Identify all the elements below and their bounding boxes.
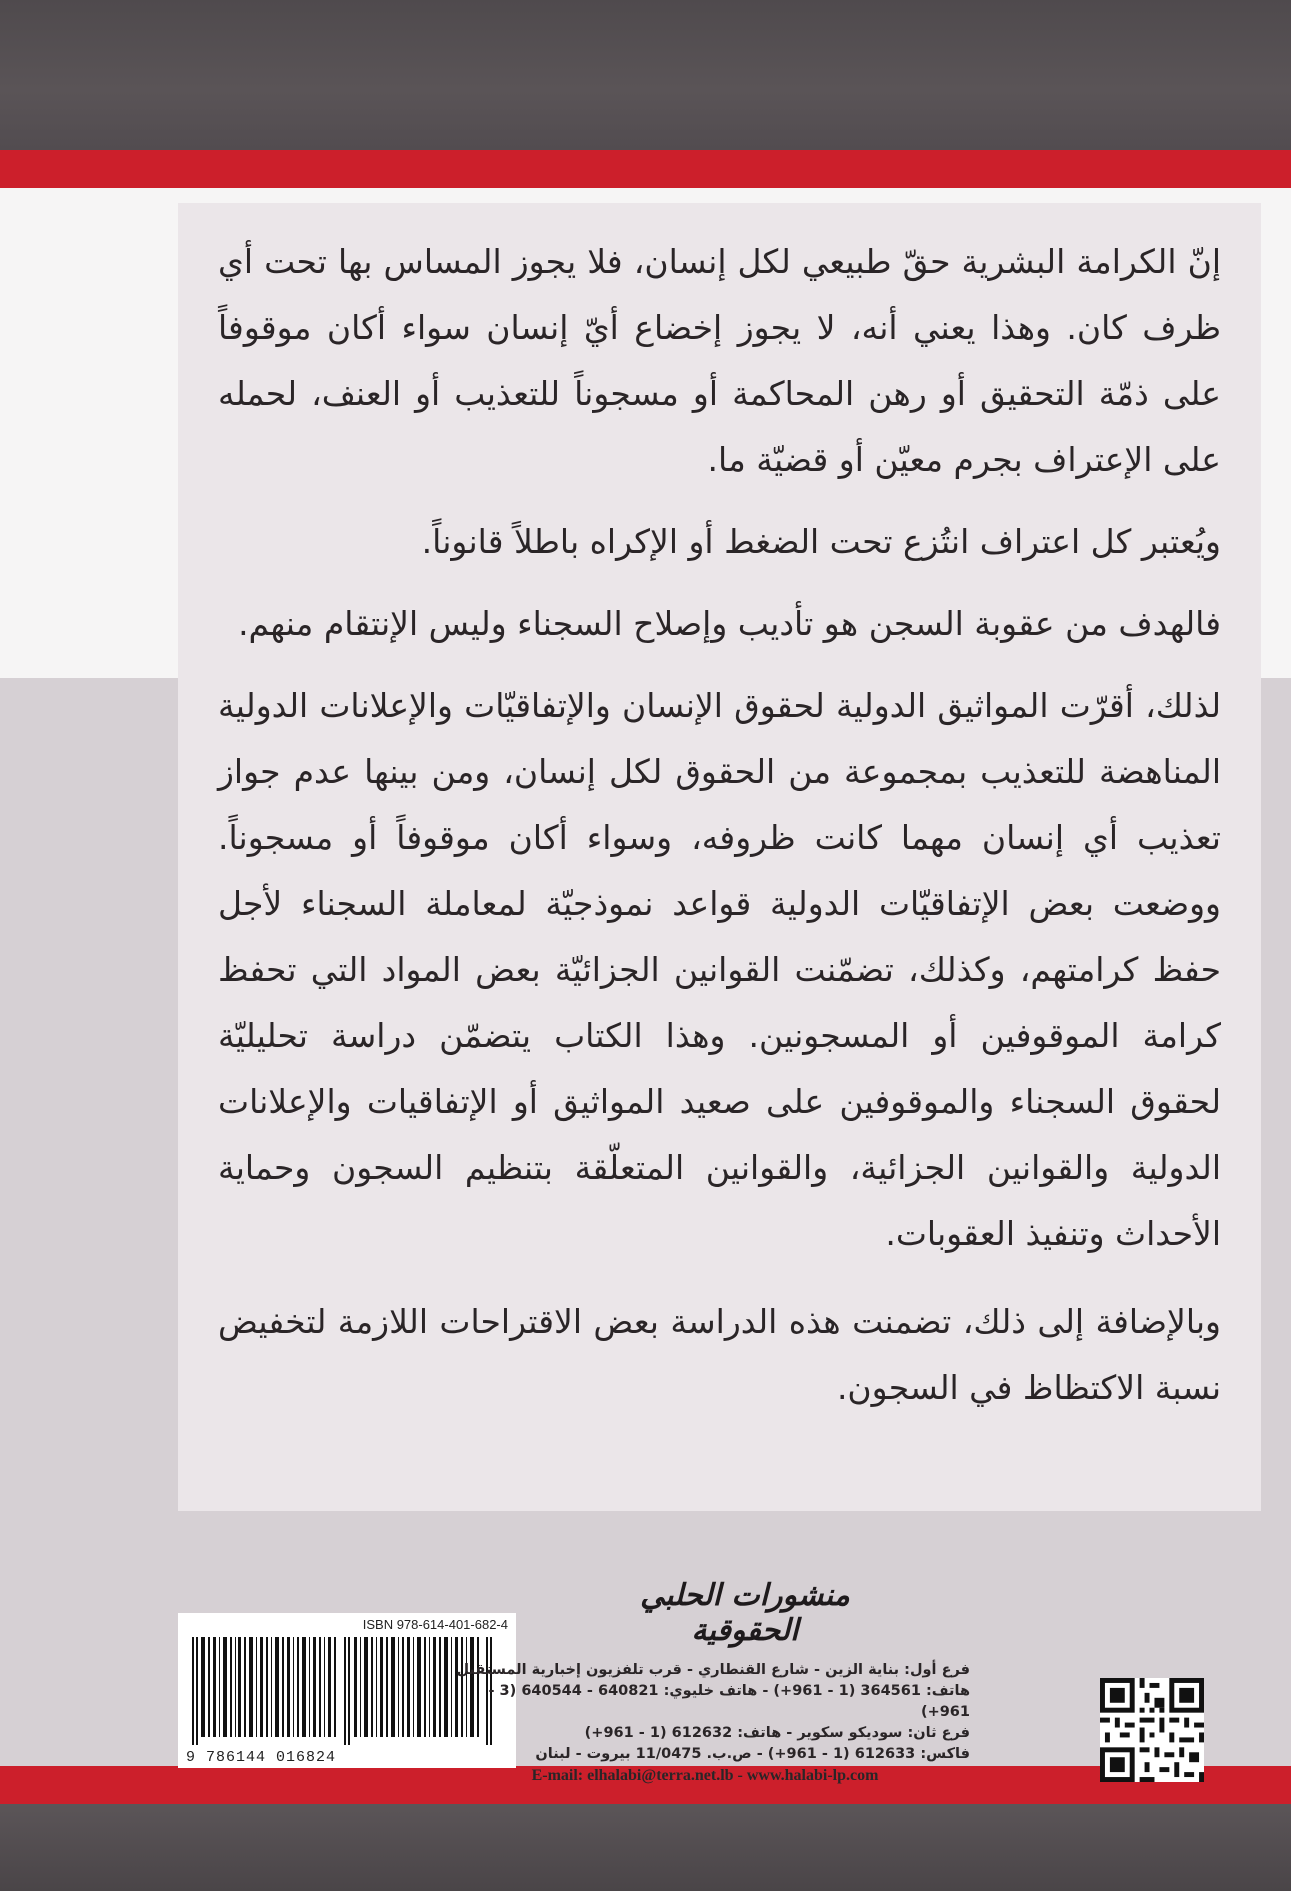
address-line-branch-1: فرع أول: بناية الزين - شارع القنطاري - قرب تلفزيون إخبارية المستقبل xyxy=(456,1662,970,1678)
paragraph-proposals: وبالإضافة إلى ذلك، تضمنت هذه الدراسة بعض الاقتراحات اللازمة لتخفيض نسبة الاكتظاظ في السجون. xyxy=(218,1302,1221,1407)
barcode-digits: 9 786144 016824 xyxy=(186,1749,337,1766)
isbn-text: ISBN 978-614-401-682-4 xyxy=(362,1617,508,1632)
top-red-stripe xyxy=(0,150,1291,188)
paragraph-dignity: إنّ الكرامة البشرية حقّ طبيعي لكل إنسان، فلا يجوز المساس بها تحت أي ظرف كان. وهذا يعني أنه، لا يجوز إخضاع أيّ إنسان سواء أكان موقوفاً على ذمّة التحقيق أو رهن المحاكمة أو مسجوناً للتعذيب أو العنف، لحمله على الإعتراف بجرم معيّن أو قضيّة ما. xyxy=(218,242,1221,479)
address-line-phones: هاتف: 364561 (1 - 961+) - هاتف خليوي: 640821 - 640544 (3 - 961+) xyxy=(488,1683,970,1720)
bottom-dark-band xyxy=(0,1804,1291,1891)
paragraph-purpose: فالهدف من عقوبة السجن هو تأديب وإصلاح السجناء وليس الإنتقام منهم. xyxy=(238,604,1221,643)
address-line-fax: فاكس: 612633 (1 - 961+) - ص.ب. 11/0475 بيروت - لبنان xyxy=(535,1746,970,1762)
paragraph-conventions: لذلك، أقرّت المواثيق الدولية لحقوق الإنسان والإتفاقيّات والإعلانات الدولية المناهضة للتعذيب بمجموعة من الحقوق لكل إنسان، ومن بينها عدم جواز تعذيب أي إنسان مهما كانت ظروفه، وسواء أكان موقوفاً أو مسجوناً. ووضعت بعض الإتفاقيّات الدولية قواعد نموذجيّة لمعاملة السجناء لأجل حفظ كرامتهم، وكذلك، تضمّنت القوانين الجزائيّة بعض المواد التي تحفظ كرامة الموقوفين أو المسجونين. وهذا الكتاب يتضمّن دراسة تحليليّة لحقوق السجناء والموقوفين على صعيد المواثيق أو الإتفاقيات والإعلانات الدولية والقوانين الجزائية، والقوانين المتعلّقة بتنظيم السجون وحماية الأحداث وتنفيذ العقوبات. xyxy=(218,686,1221,1253)
back-cover-text-panel xyxy=(178,203,1261,1511)
publisher-logo: منشورات الحلبي الحقوقية xyxy=(640,1578,850,1648)
address-line-branch-2: فرع ثان: سوديكو سكوير - هاتف: 612632 (1 - 961+) xyxy=(584,1725,970,1741)
publisher-address xyxy=(440,1660,970,1786)
contact-email-website[interactable]: E-mail: elhalabi@terra.net.lb - www.halabi-lp.com xyxy=(531,1767,879,1784)
paragraph-confession: ويُعتبر كل اعتراف انتُزع تحت الضغط أو الإكراه باطلاً قانوناً. xyxy=(421,522,1221,561)
top-dark-band xyxy=(0,0,1291,150)
qr-code-icon xyxy=(1100,1678,1204,1782)
